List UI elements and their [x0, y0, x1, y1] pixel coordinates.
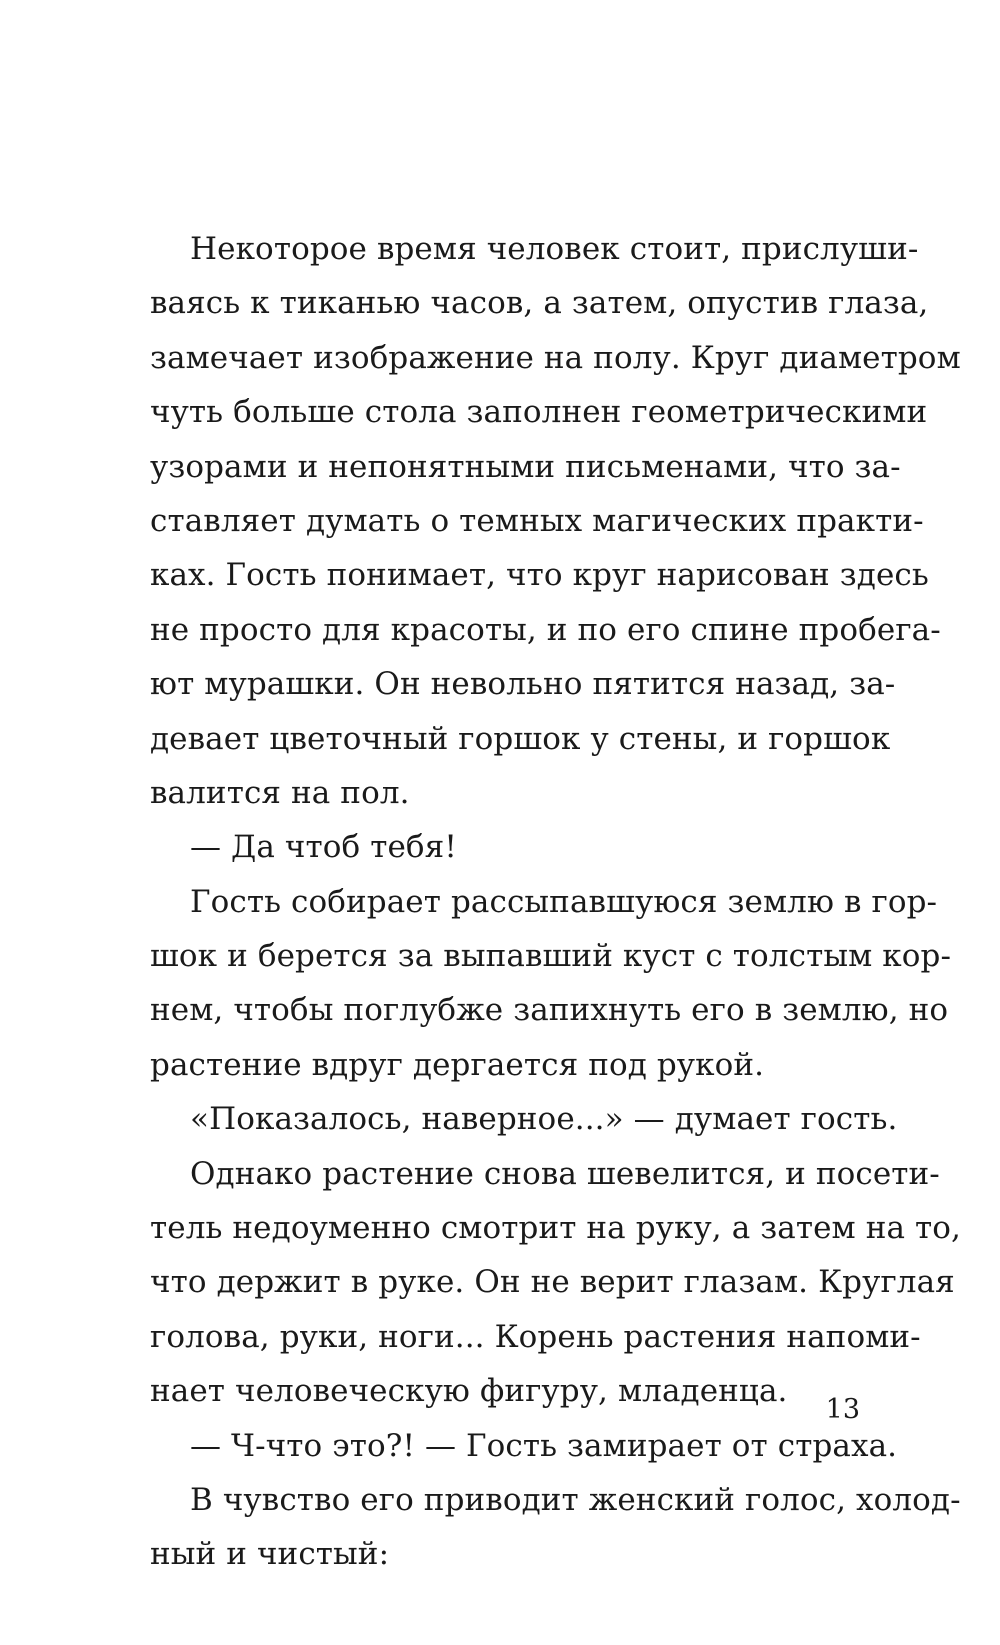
text-line: ный и чистый: — [150, 1536, 390, 1573]
text-line: девает цветочный горшок у стены, и горшок — [150, 720, 891, 757]
text-line: ставляет думать о темных магических практи- — [150, 502, 924, 539]
text-line: валится на пол. — [150, 774, 410, 811]
body-text — [150, 222, 961, 1582]
text-line: голова, руки, ноги... Корень растения напоми- — [150, 1318, 921, 1355]
text-line: Гость собирает рассыпавшуюся землю в гор- — [190, 883, 938, 920]
text-line: тель недоуменно смотрит на руку, а затем на то, — [150, 1210, 961, 1247]
text-line: замечает изображение на полу. Круг диаметром — [150, 339, 961, 376]
text-line: чуть больше стола заполнен геометрическими — [150, 394, 928, 431]
text-line: Однако растение снова шевелится, и посети- — [190, 1155, 940, 1192]
text-line: узорами и непонятными письменами, что за- — [150, 448, 901, 485]
text-line: растение вдруг дергается под рукой. — [150, 1046, 765, 1083]
page-number: 13 — [825, 1394, 860, 1425]
text-line: шок и берется за выпавший куст с толстым кор- — [150, 938, 952, 975]
text-line: не просто для красоты, и по его спине пробега- — [150, 611, 941, 648]
dialogue-line: — Да чтоб тебя! — [190, 829, 457, 866]
text-line: ках. Гость понимает, что круг нарисован здесь — [150, 557, 929, 594]
text-line: ют мурашки. Он невольно пятится назад, за- — [150, 666, 896, 703]
text-line: что держит в руке. Он не верит глазам. Круглая — [150, 1264, 955, 1301]
dialogue-line: — Ч-что это?! — Гость замирает от страха. — [190, 1427, 898, 1464]
text-line: Некоторое время человек стоит, прислуши- — [190, 231, 919, 267]
text-line: нает человеческую фигуру, младенца. — [150, 1373, 788, 1410]
text-line: нем, чтобы поглубже запихнуть его в землю, но — [150, 992, 949, 1029]
text-line: В чувство его приводит женский голос, холод- — [190, 1481, 961, 1518]
text-line: ваясь к тиканью часов, а затем, опустив глаза, — [150, 285, 929, 322]
thought-line: «Показалось, наверное...» — думает гость. — [190, 1101, 898, 1138]
